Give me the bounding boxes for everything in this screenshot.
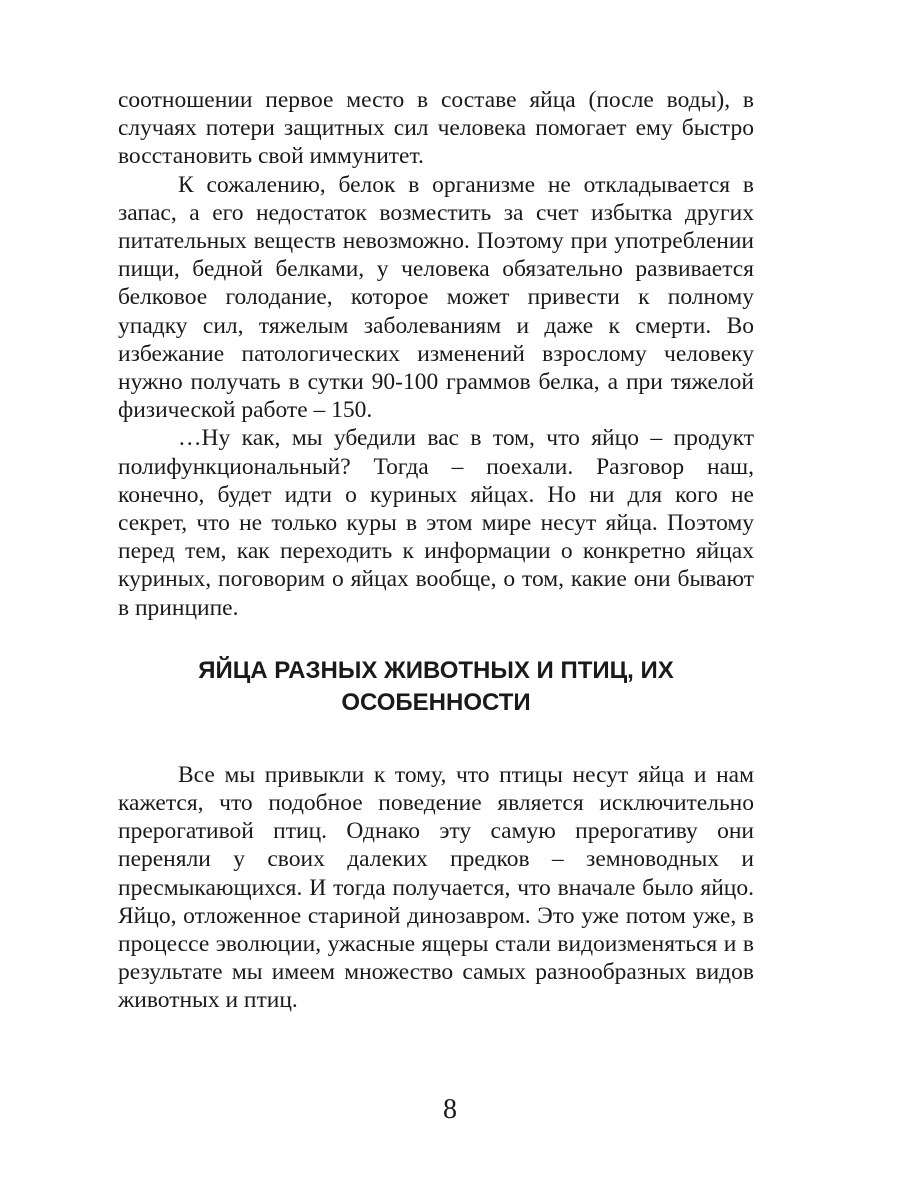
section-heading — [118, 655, 754, 719]
section-heading-line-2: ОСОБЕННОСТИ — [341, 688, 531, 716]
page-number: 8 — [443, 1094, 457, 1125]
section-heading-line-1: ЯЙЦА РАЗНЫХ ЖИВОТНЫХ И ПТИЦ, ИХ — [198, 656, 674, 684]
paragraph-3: …Ну как, мы убедили вас в том, что яйцо – продукт полифункциональный? Тогда – поехали. Разговор наш, конечно, будет идти о куриных яйцах. Но ни для кого не секрет, что не только куры в этом мире несут яйца. Поэтому перед тем, как переходить к информации о конкретно яйцах куриных, поговорим о яйцах вообще, о том, какие они бывают в принципе. — [118, 425, 754, 621]
paragraph-4: Все мы привыкли к тому, что птицы несут яйца и нам кажется, что подобное поведение является исключительно прерогативой птиц. Однако эту самую прерогативу они переняли у своих далеких предков – земноводных и пресмыкающихся. И тогда получается, что вначале было яйцо. Яйцо, отложенное стариной динозавром. Это уже потом уже, в процессе эволюции, ужасные ящеры стали видоизменяться и в результате мы имеем множество самых разнообразных видов животных и птиц. — [118, 761, 754, 1014]
page-body — [118, 86, 754, 1015]
paragraph-1: соотношении первое место в составе яйца (после воды), в случаях потери защитных сил человека помогает ему быстро восстановить свой иммунитет. — [118, 87, 754, 170]
paragraph-2: К сожалению, белок в организме не откладывается в запас, а его недостаток возместить за счет избытка других питательных веществ невозможно. Поэтому при употреблении пищи, бедной белками, у человека обязательно развивается белковое голодание, которое может привести к полному упадку сил, тяжелым заболеваниям и даже к смерти. Во избежание патологических изменений взрослому человеку нужно получать в сутки 90-100 граммов белка, а при тяжелой физической работе – 150. — [118, 171, 754, 424]
